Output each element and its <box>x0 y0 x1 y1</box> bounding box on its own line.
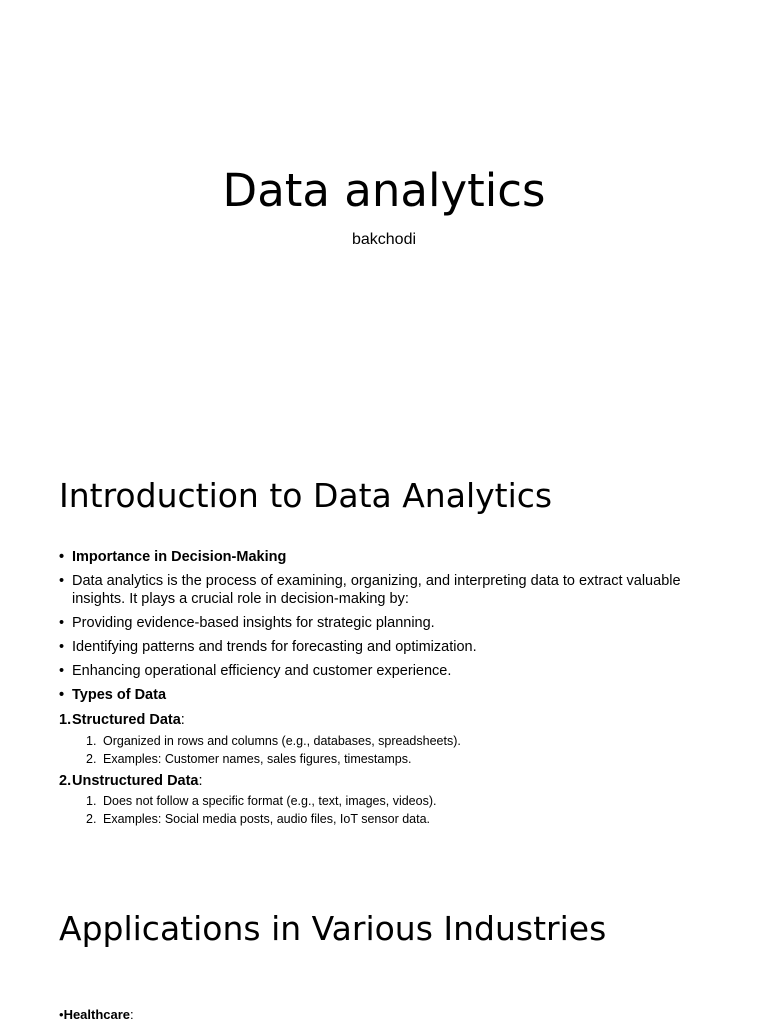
bullet-marker: • <box>59 1007 64 1022</box>
healthcare-label: Healthcare <box>63 1007 131 1022</box>
presentation-subtitle: bakchodi <box>351 231 417 248</box>
structured-data-label: Structured Data <box>72 712 181 728</box>
bullet-types-of-data: • Types of Data <box>59 686 699 704</box>
bullet-evidence: • Providing evidence-based insights for strategic planning. <box>59 614 699 632</box>
label-colon: : <box>130 1007 134 1022</box>
bullet-definition: • Data analytics is the process of examining, organizing, and interpreting data to extract valuable insights. It plays a crucial role in decision-making by: <box>59 572 699 608</box>
bullet-importance: • Importance in Decision-Making <box>59 548 699 566</box>
label-colon: : <box>198 773 203 789</box>
bullet-efficiency: • Enhancing operational efficiency and customer experience. <box>59 662 699 680</box>
intro-bullet-list <box>59 548 699 710</box>
list-item: 1. Does not follow a specific format (e.g., text, images, videos). <box>86 794 437 808</box>
intro-heading: Introduction to Data Analytics <box>59 476 553 515</box>
structured-data-sublist <box>86 732 461 768</box>
unstructured-data-item <box>59 772 203 790</box>
list-item: 1. Organized in rows and columns (e.g., databases, spreadsheets). <box>86 734 461 748</box>
list-item: 2. Examples: Customer names, sales figures, timestamps. <box>86 752 412 766</box>
bullet-patterns: • Identifying patterns and trends for forecasting and optimization. <box>59 638 699 656</box>
presentation-title: Data analytics <box>222 164 546 217</box>
unstructured-data-sublist <box>86 792 436 828</box>
list-marker: 1. <box>59 712 72 728</box>
list-item: 2. Examples: Social media posts, audio files, IoT sensor data. <box>86 812 431 826</box>
applications-heading: Applications in Various Industries <box>59 909 607 948</box>
list-marker: 2. <box>59 773 72 789</box>
structured-data-item <box>59 711 185 729</box>
label-colon: : <box>180 712 185 728</box>
healthcare-item <box>59 1006 134 1024</box>
unstructured-data-label: Unstructured Data <box>72 773 199 789</box>
